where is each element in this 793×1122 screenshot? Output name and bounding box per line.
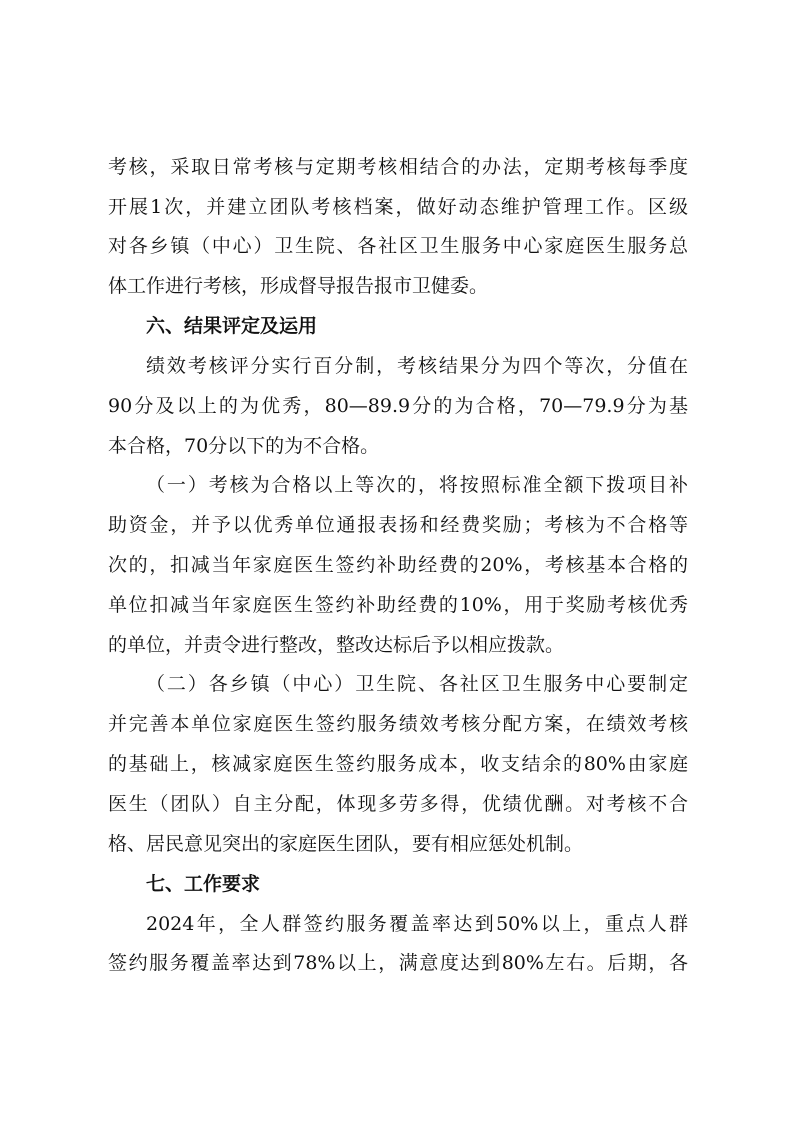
paragraph-line: 考核，采取日常考核与定期考核相结合的办法，定期考核每季度 bbox=[108, 156, 688, 178]
paragraph-line: 的单位，并责令进行整改，整改达标后予以相应拨款。 bbox=[108, 634, 565, 656]
paragraph-line: 开展1次，并建立团队考核档案，做好动态维护管理工作。区级 bbox=[108, 196, 688, 218]
paragraph-line: 绩效考核评分实行百分制，考核结果分为四个等次，分值在 bbox=[146, 355, 688, 377]
paragraph-line: 90分及以上的为优秀，80—89.9分的为合格，70—79.9分为基 bbox=[108, 395, 688, 417]
section-heading-requirements: 七、工作要求 bbox=[146, 873, 261, 895]
paragraph-line: 医生（团队）自主分配，体现多劳多得，优绩优酬。对考核不合 bbox=[108, 793, 688, 815]
paragraph-line: 次的，扣减当年家庭医生签约补助经费的20%，考核基本合格的 bbox=[108, 554, 688, 576]
paragraph-line: 签约服务覆盖率达到78%以上，满意度达到80%左右。后期，各 bbox=[108, 952, 688, 974]
paragraph-line: 2024年，全人群签约服务覆盖率达到50%以上，重点人群 bbox=[146, 913, 688, 935]
paragraph-line: 的基础上，核减家庭医生签约服务成本，收支结余的80%由家庭 bbox=[108, 753, 688, 775]
paragraph-line: 体工作进行考核，形成督导报告报市卫健委。 bbox=[108, 275, 489, 297]
paragraph-line: 格、居民意见突出的家庭医生团队，要有相应惩处机制。 bbox=[108, 833, 584, 855]
paragraph-line: 单位扣减当年家庭医生签约补助经费的10%，用于奖励考核优秀 bbox=[108, 594, 688, 616]
paragraph-line: 本合格，70分以下的为不合格。 bbox=[108, 435, 380, 457]
paragraph-line: （二）各乡镇（中心）卫生院、各社区卫生服务中心要制定 bbox=[146, 673, 688, 695]
paragraph-line: 助资金，并予以优秀单位通报表扬和经费奖励；考核为不合格等 bbox=[108, 514, 688, 536]
section-heading-results: 六、结果评定及运用 bbox=[146, 315, 318, 337]
paragraph-line: 并完善本单位家庭医生签约服务绩效考核分配方案，在绩效考核 bbox=[108, 713, 688, 735]
paragraph-line: （一）考核为合格以上等次的，将按照标准全额下拨项目补 bbox=[146, 474, 688, 496]
paragraph-line: 对各乡镇（中心）卫生院、各社区卫生服务中心家庭医生服务总 bbox=[108, 235, 688, 257]
